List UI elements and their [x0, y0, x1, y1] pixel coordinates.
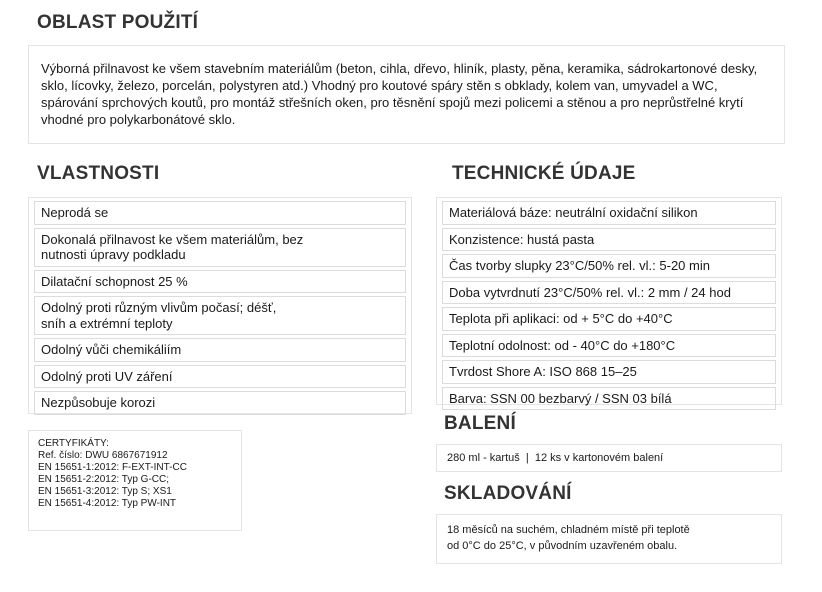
technical-heading: TECHNICKÉ ÚDAJE	[452, 163, 636, 184]
properties-heading: VLASTNOSTI	[37, 163, 160, 184]
property-item: Odolný vůči chemikáliím	[34, 338, 406, 362]
certificates-title: CERTYFIKÁTY:	[38, 438, 109, 449]
property-item: Neprodá se	[34, 201, 406, 225]
certificate-line: EN 15651-2:2012: Typ G-CC;	[38, 474, 169, 485]
spec-item: Barva: SSN 00 bezbarvý / SSN 03 bílá	[442, 387, 776, 411]
packaging-info: 280 ml - kartuš | 12 ks v kartonovém balení	[436, 444, 782, 472]
spec-item: Doba vytvrdnutí 23°C/50% rel. vl.: 2 mm / 24 hod	[442, 281, 776, 305]
property-item: Dokonalá přilnavost ke všem materiálům, bez nutnosti úpravy podkladu	[34, 228, 406, 267]
property-item: Odolný proti UV záření	[34, 365, 406, 389]
storage-heading: SKLADOVÁNÍ	[444, 483, 572, 504]
property-item: Dilatační schopnost 25 %	[34, 270, 406, 294]
technical-specs-list	[436, 197, 782, 405]
certificate-line: EN 15651-4:2012: Typ PW-INT	[38, 498, 177, 509]
spec-item: Teplota při aplikaci: od + 5°C do +40°C	[442, 307, 776, 331]
spec-item: Materiálová báze: neutrální oxidační silikon	[442, 201, 776, 225]
property-item: Odolný proti různým vlivům počasí; déšť, sníh a extrémní teploty	[34, 296, 406, 335]
certificate-line: Ref. číslo: DWU 6867671912	[38, 450, 168, 461]
spec-item: Teplotní odolnost: od - 40°C do +180°C	[442, 334, 776, 358]
spec-item: Tvrdost Shore A: ISO 868 15–25	[442, 360, 776, 384]
certificate-line: EN 15651-3:2012: Typ S; XS1	[38, 486, 172, 497]
usage-heading: OBLAST POUŽITÍ	[37, 12, 199, 33]
packaging-heading: BALENÍ	[444, 413, 516, 434]
storage-info: 18 měsíců na suchém, chladném místě při teplotě od 0°C do 25°C, v původním uzavřeném obalu.	[436, 514, 782, 564]
spec-item: Čas tvorby slupky 23°C/50% rel. vl.: 5-20 min	[442, 254, 776, 278]
certificates-box	[28, 430, 242, 531]
spec-item: Konzistence: hustá pasta	[442, 228, 776, 252]
certificate-line: EN 15651-1:2012: F-EXT-INT-CC	[38, 462, 187, 473]
properties-list	[28, 197, 412, 414]
property-item: Nezpůsobuje korozi	[34, 391, 406, 415]
usage-description: Výborná přilnavost ke všem stavebním materiálům (beton, cihla, dřevo, hliník, plasty, pěna, keramika, sádrokartonové desky, sklo, lícovky, železo, porcelán, polystyren atd.) Vhodný pro koutové spáry stěn s obklady, kolem van, umyvadel a WC, spárování sprchových koutů, pro montáž střešních oken, pro těsnění spojů mezi policemi a stěnou a pro neprůstřelné krytí vhodné pro polykarbonátové sklo.	[28, 45, 785, 144]
